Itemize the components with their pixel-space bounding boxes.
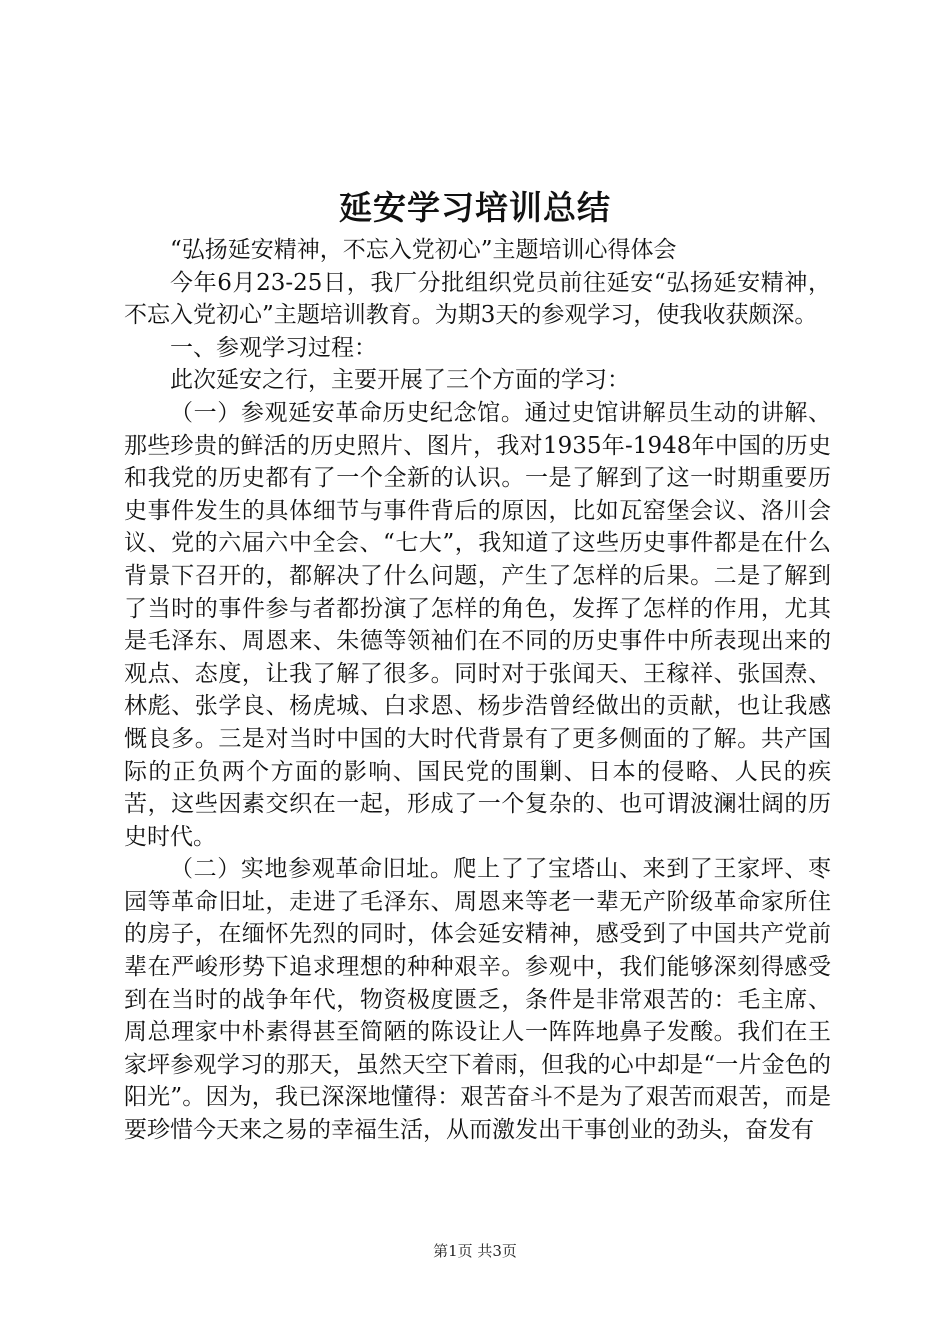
- document-title: 延安学习培训总结: [339, 188, 611, 227]
- body-paragraph: （二）实地参观革命旧址。爬上了了宝塔山、来到了王家坪、枣园等革命旧址，走进了毛泽东、周恩来等老一辈无产阶级革命家所住的房子，在缅怀先烈的同时，体会延安精神，感受到了中国共产党前辈在严峻形势下追求理想的种种艰辛。参观中，我们能够深刻得感受到在当时的战争年代，物资极度匮乏，条件是非常艰苦的：毛主席、周总理家中朴素得甚至简陋的陈设让人一阵阵地鼻子发酸。我们在王家坪参观学习的那天，虽然天空下着雨，但我的心中却是“一片金色的阳光”。因为，我已深深地懂得：艰苦奋斗不是为了艰苦而艰苦，而是要珍惜今天来之易的幸福生活，从而激发出干事创业的劲头，奋发有: [124, 856, 831, 1144]
- subtitle-paragraph: “弘扬延安精神，不忘入党初心”主题培训心得体会: [170, 237, 677, 263]
- section-heading: 一、参观学习过程：: [170, 334, 377, 361]
- body-paragraph: （一）参观延安革命历史纪念馆。通过史馆讲解员生动的讲解、那些珍贵的鲜活的历史照片、图片，我对1935年-1948年中国的历史和我党的历史都有了一个全新的认识。一是了解到了这一时期重要历史事件发生的具体细节与事件背后的原因，比如瓦窑堡会议、洛川会议、党的六届六中全会、“七大”，我知道了这些历史事件都是在什么背景下召开的，都解决了什么问题，产生了怎样的后果。二是了解到了当时的事件参与者都扮演了怎样的角色，发挥了怎样的作用，尤其是毛泽东、周恩来、朱德等领袖们在不同的历史事件中所表现出来的观点、态度，让我了解了很多。同时对于张闻天、王稼祥、张国焘、林彪、张学良、杨虎城、白求恩、杨步浩曾经做出的贡献，也让我感慨良多。三是对当时中国的大时代背景有了更多侧面的了解。共产国际的正负两个方面的影响、国民党的围剿、日本的侵略、人民的疾苦，这些因素交织在一起，形成了一个复杂的、也可谓波澜壮阔的历史时代。: [124, 399, 831, 850]
- intro-paragraph: 今年6月23-25日，我厂分批组织党员前往延安“弘扬延安精神，不忘入党初心”主题培训教育。为期3天的参观学习，使我收获颇深。: [124, 269, 831, 329]
- document-body: [124, 234, 831, 1147]
- section-intro-paragraph: 此次延安之行，主要开展了三个方面的学习：: [170, 367, 630, 394]
- page-footer: 第1页 共3页: [433, 1242, 517, 1260]
